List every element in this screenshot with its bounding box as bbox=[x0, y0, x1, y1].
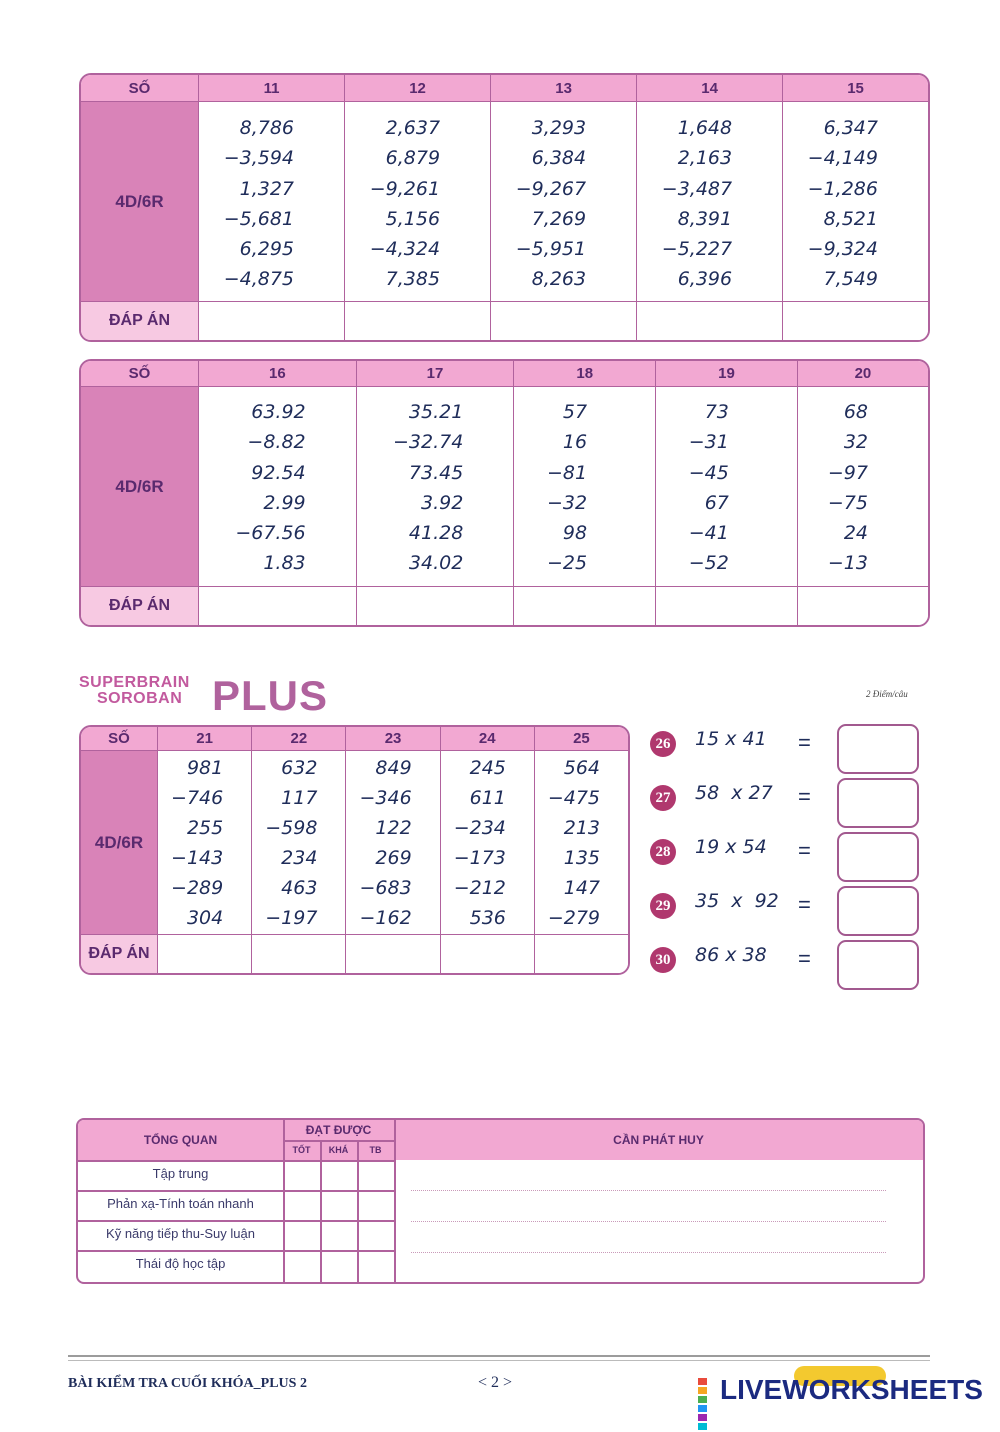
number: −45 bbox=[688, 461, 729, 484]
grade-fair: KHÁ bbox=[328, 1145, 349, 1155]
grade-average: TB bbox=[369, 1145, 382, 1155]
divider bbox=[283, 1140, 394, 1142]
answer-input-19[interactable] bbox=[656, 587, 798, 625]
number-column bbox=[357, 387, 515, 587]
superbrain-logo bbox=[79, 672, 329, 719]
number: 304 bbox=[186, 907, 224, 929]
number-column bbox=[441, 751, 535, 935]
footer-rule bbox=[68, 1355, 930, 1357]
brand-wordmark: LIVEWORKSHEETS bbox=[720, 1374, 983, 1405]
number: 98 bbox=[562, 522, 588, 545]
number: −9,261 bbox=[369, 177, 441, 200]
number-column bbox=[656, 387, 798, 587]
answer-input-17[interactable] bbox=[357, 587, 515, 625]
answer-label: ĐÁP ÁN bbox=[81, 302, 199, 340]
number-column bbox=[345, 102, 491, 302]
number: −8.82 bbox=[247, 431, 306, 454]
col-header: 15 bbox=[783, 75, 928, 102]
number: 255 bbox=[186, 817, 224, 839]
multiplication-question bbox=[650, 886, 920, 932]
number: 6,295 bbox=[239, 238, 295, 261]
number: −25 bbox=[546, 552, 588, 575]
number: 41.28 bbox=[408, 522, 464, 545]
level-label: 4D/6R bbox=[81, 102, 199, 302]
number: −32 bbox=[546, 491, 588, 514]
number-column bbox=[535, 751, 628, 935]
number: −5,227 bbox=[661, 238, 733, 261]
divider bbox=[78, 1250, 394, 1252]
divider bbox=[78, 1190, 394, 1192]
notes-line[interactable] bbox=[411, 1252, 886, 1253]
number: 3.92 bbox=[421, 491, 464, 514]
multiplication-expression: 58 x 27 bbox=[695, 782, 773, 804]
number: 35.21 bbox=[408, 401, 464, 423]
answer-input-11[interactable] bbox=[199, 302, 345, 340]
number: −97 bbox=[827, 461, 868, 484]
number: 8,521 bbox=[823, 207, 878, 230]
col-header: 16 bbox=[199, 361, 357, 387]
number: 269 bbox=[375, 847, 412, 869]
number: 68 bbox=[843, 401, 868, 423]
col-header: 18 bbox=[514, 361, 656, 387]
number: −5,681 bbox=[223, 207, 295, 230]
multiplication-question bbox=[650, 832, 920, 878]
multiplication-expression: 86 x 38 bbox=[695, 944, 767, 966]
so-header: SỐ bbox=[81, 361, 199, 387]
number: −5,951 bbox=[515, 238, 587, 261]
number: 135 bbox=[563, 847, 600, 869]
number: −683 bbox=[359, 877, 412, 899]
number: 1,327 bbox=[239, 177, 295, 200]
answer-box-29[interactable] bbox=[837, 886, 919, 936]
number-column bbox=[158, 751, 252, 935]
number: 8,391 bbox=[677, 207, 733, 230]
answer-label: ĐÁP ÁN bbox=[81, 935, 158, 973]
answer-input-25[interactable] bbox=[535, 935, 628, 973]
answer-input-22[interactable] bbox=[252, 935, 346, 973]
col-header: 23 bbox=[346, 727, 440, 751]
answer-box-30[interactable] bbox=[837, 940, 919, 990]
criterion-label: Thái độ học tập bbox=[135, 1256, 226, 1271]
number: 6,384 bbox=[531, 147, 587, 170]
number-column bbox=[491, 102, 637, 302]
number: 6,879 bbox=[385, 147, 441, 170]
number: 6,347 bbox=[823, 117, 878, 139]
number: 7,549 bbox=[823, 268, 878, 291]
multiplication-question bbox=[650, 724, 920, 770]
number: 16 bbox=[562, 431, 588, 454]
col-header: 25 bbox=[535, 727, 628, 751]
equals-sign: = bbox=[798, 946, 811, 971]
so-header: SỐ bbox=[81, 727, 158, 751]
col-header: 17 bbox=[357, 361, 515, 387]
number: −9,267 bbox=[515, 177, 587, 200]
number: 122 bbox=[375, 817, 412, 839]
footer-title: BÀI KIỂM TRA CUỐI KHÓA_PLUS 2 bbox=[68, 1376, 307, 1391]
number: −3,487 bbox=[661, 177, 733, 200]
number: 34.02 bbox=[408, 552, 464, 575]
divider bbox=[78, 1160, 394, 1162]
page-number: < 2 > bbox=[478, 1374, 513, 1391]
achieved-header: ĐẠT ĐƯỢC bbox=[305, 1123, 372, 1137]
number: 117 bbox=[281, 787, 318, 809]
number: −289 bbox=[171, 877, 224, 899]
number: 7,269 bbox=[531, 207, 587, 230]
col-header: 19 bbox=[656, 361, 798, 387]
footer-rule bbox=[68, 1360, 930, 1361]
answer-input-13[interactable] bbox=[491, 302, 637, 340]
number: −4,875 bbox=[223, 268, 295, 291]
criterion-label: Phản xạ-Tính toán nhanh bbox=[107, 1196, 254, 1211]
criterion-label: Tập trung bbox=[152, 1166, 209, 1181]
number: −173 bbox=[453, 847, 506, 869]
multiplication-expression: 15 x 41 bbox=[695, 728, 767, 750]
number: 611 bbox=[469, 787, 506, 809]
question-number-badge: 30 bbox=[650, 947, 676, 973]
number: 147 bbox=[563, 877, 600, 899]
number: −13 bbox=[827, 552, 868, 575]
number-column bbox=[637, 102, 783, 302]
equals-sign: = bbox=[798, 784, 811, 809]
number: −32.74 bbox=[392, 431, 464, 454]
number: −4,149 bbox=[807, 147, 878, 170]
question-number-badge: 26 bbox=[650, 731, 676, 757]
number: 1.83 bbox=[263, 552, 306, 575]
question-number-badge: 29 bbox=[650, 893, 676, 919]
number: −346 bbox=[359, 787, 412, 809]
question-number-badge: 28 bbox=[650, 839, 676, 865]
answer-label: ĐÁP ÁN bbox=[81, 587, 199, 625]
multiplication-expression: 19 x 54 bbox=[695, 836, 767, 858]
col-header: 21 bbox=[158, 727, 252, 751]
answer-input-18[interactable] bbox=[514, 587, 656, 625]
answer-input-14[interactable] bbox=[637, 302, 783, 340]
answer-box-26[interactable] bbox=[837, 724, 919, 774]
multiplication-question bbox=[650, 940, 920, 986]
problem-table-2 bbox=[79, 359, 930, 627]
number: 8,786 bbox=[239, 117, 295, 139]
number: 3,293 bbox=[531, 117, 587, 139]
equals-sign: = bbox=[798, 730, 811, 755]
logo-soroban: SOROBAN bbox=[97, 690, 183, 707]
points-note: 2 Điểm/câu bbox=[866, 689, 908, 699]
number: 213 bbox=[563, 817, 600, 839]
divider bbox=[78, 1220, 394, 1222]
col-header: 24 bbox=[441, 727, 535, 751]
number: −75 bbox=[827, 491, 868, 514]
number: −9,324 bbox=[807, 238, 878, 261]
number: −41 bbox=[688, 522, 729, 545]
number: 92.54 bbox=[251, 461, 306, 484]
number: 849 bbox=[375, 757, 412, 779]
number: −4,324 bbox=[369, 238, 441, 261]
grade-good: TỐT bbox=[292, 1145, 311, 1155]
number: 63.92 bbox=[251, 401, 306, 423]
answer-input-16[interactable] bbox=[199, 587, 357, 625]
number: 234 bbox=[281, 847, 318, 869]
liveworksheets-icon bbox=[698, 1378, 718, 1432]
number: 1,648 bbox=[677, 117, 733, 139]
number: 536 bbox=[469, 907, 506, 929]
notes-line[interactable] bbox=[411, 1190, 886, 1191]
number: −475 bbox=[547, 787, 600, 809]
number: 245 bbox=[469, 757, 506, 779]
number: −52 bbox=[688, 552, 729, 575]
number-column bbox=[346, 751, 440, 935]
answer-input-24[interactable] bbox=[441, 935, 535, 973]
number: 57 bbox=[562, 401, 588, 423]
problem-table-1 bbox=[79, 73, 930, 342]
overview-header: TỔNG QUAN bbox=[143, 1133, 218, 1147]
number: 8,263 bbox=[531, 268, 587, 291]
improve-header: CẦN PHÁT HUY bbox=[613, 1133, 704, 1147]
number: −1,286 bbox=[807, 177, 878, 200]
col-header: 20 bbox=[798, 361, 928, 387]
number: 32 bbox=[843, 431, 868, 454]
number: 632 bbox=[281, 757, 318, 779]
problem-table-3 bbox=[79, 725, 630, 975]
logo-superbrain: SUPERBRAIN bbox=[79, 674, 190, 691]
number: −212 bbox=[453, 877, 506, 899]
number-column bbox=[514, 387, 656, 587]
answer-input-12[interactable] bbox=[345, 302, 491, 340]
logo-plus: PLUS bbox=[212, 672, 329, 719]
number: −81 bbox=[546, 461, 588, 484]
number: 67 bbox=[704, 491, 729, 514]
number: −234 bbox=[453, 817, 506, 839]
number-column bbox=[199, 102, 345, 302]
number: 981 bbox=[186, 757, 224, 779]
answer-box-27[interactable] bbox=[837, 778, 919, 828]
level-label: 4D/6R bbox=[81, 387, 199, 587]
col-header: 22 bbox=[252, 727, 346, 751]
col-header: 11 bbox=[199, 75, 345, 102]
answer-input-20[interactable] bbox=[798, 587, 928, 625]
answer-input-23[interactable] bbox=[346, 935, 440, 973]
level-label: 4D/6R bbox=[81, 751, 158, 935]
number: 5,156 bbox=[385, 207, 441, 230]
equals-sign: = bbox=[798, 892, 811, 917]
multiplication-expression: 35 x 92 bbox=[695, 890, 779, 912]
number: 2,163 bbox=[677, 147, 733, 170]
col-header: 13 bbox=[491, 75, 637, 102]
question-number-badge: 27 bbox=[650, 785, 676, 811]
number: 24 bbox=[843, 522, 868, 545]
number: 73 bbox=[704, 401, 729, 423]
multiplication-question bbox=[650, 778, 920, 824]
answer-input-15[interactable] bbox=[783, 302, 928, 340]
summary-table bbox=[76, 1118, 925, 1284]
number: 2,637 bbox=[385, 117, 441, 139]
number: −31 bbox=[688, 431, 729, 454]
number: −279 bbox=[547, 907, 600, 929]
notes-line[interactable] bbox=[411, 1221, 886, 1222]
number-column bbox=[199, 387, 357, 587]
number: 6,396 bbox=[677, 268, 733, 291]
number: −746 bbox=[171, 787, 224, 809]
answer-box-28[interactable] bbox=[837, 832, 919, 882]
criterion-label: Kỹ năng tiếp thu-Suy luận bbox=[106, 1226, 255, 1241]
number: −67.56 bbox=[235, 522, 306, 545]
number-column bbox=[252, 751, 346, 935]
number: 564 bbox=[563, 757, 600, 779]
answer-input-21[interactable] bbox=[158, 935, 252, 973]
number-column bbox=[783, 102, 928, 302]
number: 2.99 bbox=[263, 491, 306, 514]
equals-sign: = bbox=[798, 838, 811, 863]
number: −143 bbox=[171, 847, 224, 869]
number: 7,385 bbox=[385, 268, 441, 291]
number: −598 bbox=[265, 817, 318, 839]
number: −197 bbox=[265, 907, 318, 929]
number-column bbox=[798, 387, 928, 587]
number: −162 bbox=[359, 907, 412, 929]
number: −3,594 bbox=[223, 147, 295, 170]
col-header: 12 bbox=[345, 75, 491, 102]
number: 463 bbox=[281, 877, 318, 899]
number: 73.45 bbox=[408, 461, 464, 484]
so-header: SỐ bbox=[81, 75, 199, 102]
col-header: 14 bbox=[637, 75, 783, 102]
